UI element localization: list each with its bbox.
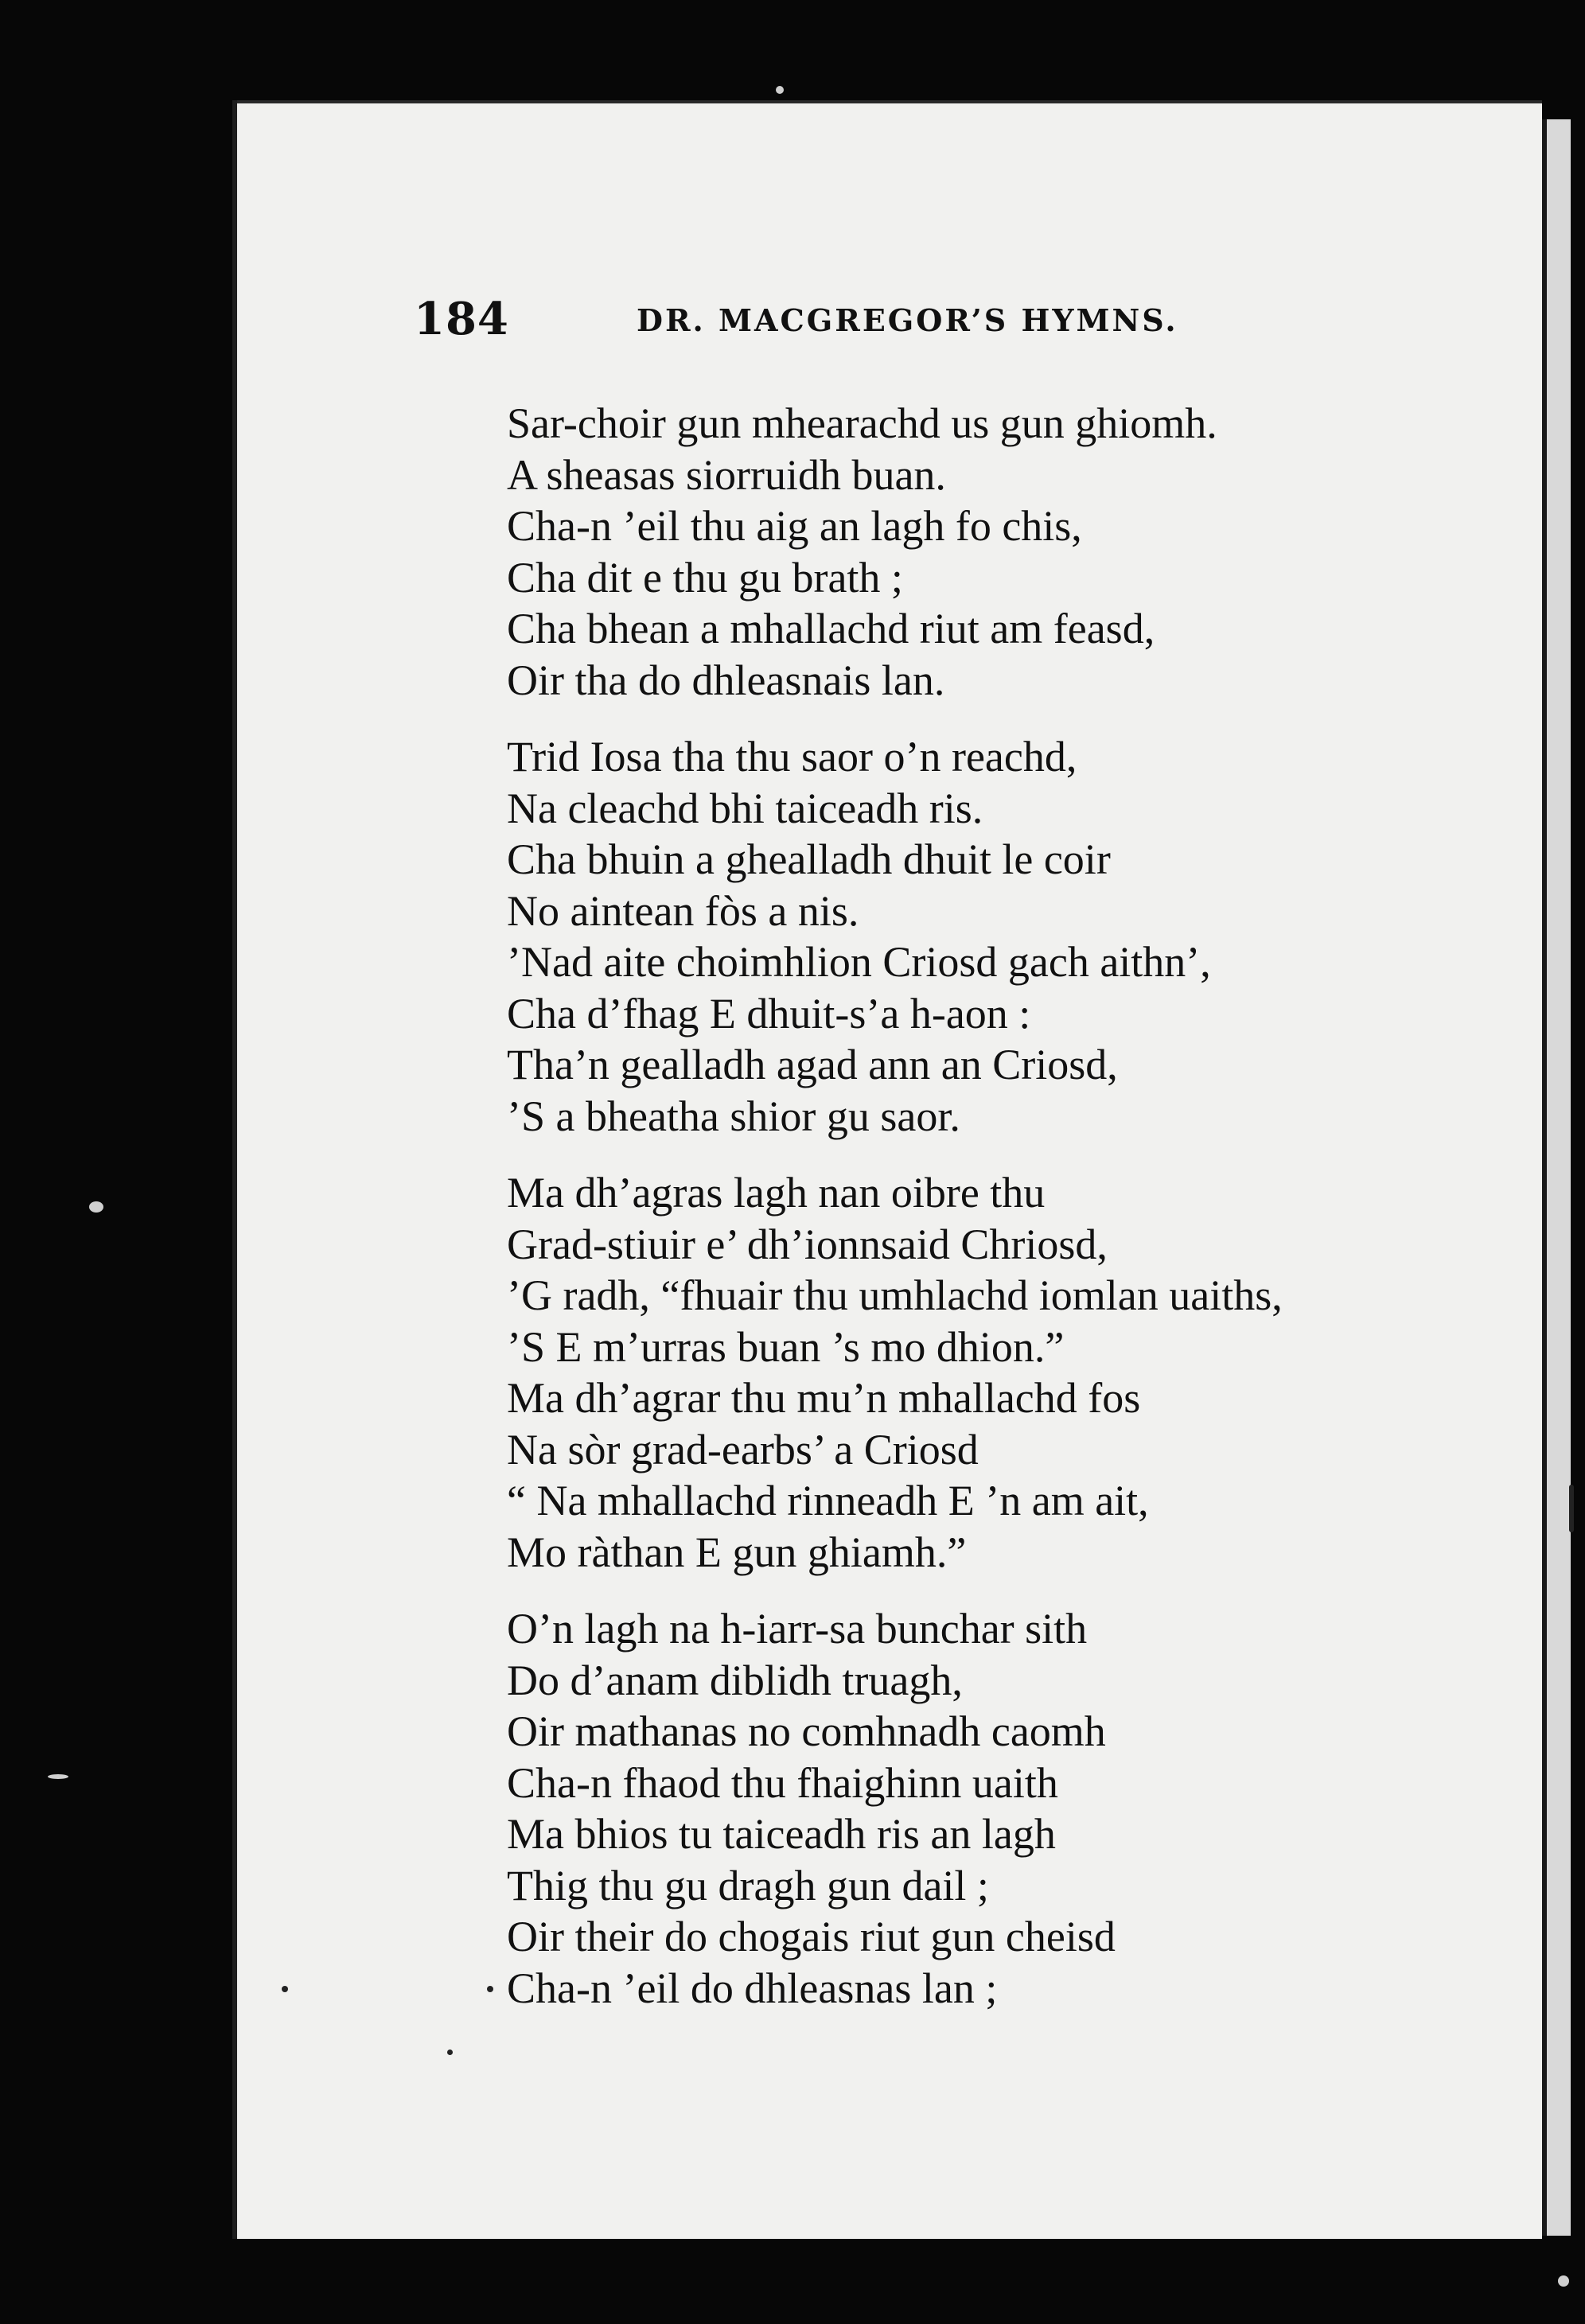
page-number: 184 xyxy=(414,293,509,345)
verse-line: Oir mathanas no comhnadh caomh xyxy=(507,1707,1106,1755)
verse-line: A sheasas siorruidh buan. xyxy=(507,450,946,499)
ink-speck xyxy=(282,1986,288,1992)
verse-line: Na sòr grad-earbs’ a Criosd xyxy=(507,1425,979,1473)
verse-line: ’S a bheatha shior gu saor. xyxy=(507,1092,960,1140)
verse-line: Oir tha do dhleasnais lan. xyxy=(507,656,945,704)
verse-line: “ Na mhallachd rinneadh E ’n am ait, xyxy=(507,1477,1149,1524)
verse-line: Do d’anam diblidh truagh, xyxy=(507,1656,963,1704)
verse-line: ’S E m’urras buan ’s mo dhion.” xyxy=(507,1322,1065,1371)
verse-line: ’Nad aite choimhlion Criosd gach aithn’, xyxy=(507,938,1211,986)
verse-line: Ma bhios tu taiceadh ris an lagh xyxy=(507,1810,1056,1858)
verse-line: Sar-choir gun mhearachd us gun ghiomh. xyxy=(507,399,1217,447)
ink-speck xyxy=(1569,1485,1574,1532)
dust-speck xyxy=(1558,2275,1569,2287)
verse-line: Cha-n ’eil do dhleasnas lan ; xyxy=(507,1964,998,2012)
ink-speck xyxy=(487,1986,493,1992)
hymn-text xyxy=(507,398,1462,2039)
verse-line: Oir their do chogais riut gun cheisd xyxy=(507,1913,1116,1960)
verse-line: Cha-n ’eil thu aig an lagh fo chis, xyxy=(507,502,1082,550)
verse-line: Thig thu gu dragh gun dail ; xyxy=(507,1861,989,1909)
ink-speck xyxy=(447,2050,453,2055)
stanza-2 xyxy=(507,731,1462,1142)
verse-line: Mo ràthan E gun ghiamh.” xyxy=(507,1528,967,1576)
dust-speck xyxy=(48,1774,68,1779)
running-head: DR. MACGREGOR’S HYMNS. xyxy=(637,302,1178,338)
stanza-3 xyxy=(507,1167,1462,1578)
page-header xyxy=(414,293,1209,348)
adjacent-page-edge xyxy=(1542,119,1571,2236)
stanza-4 xyxy=(507,1603,1462,2014)
verse-line: Cha-n fhaod thu fhaighinn uaith xyxy=(507,1758,1058,1807)
verse-line: O’n lagh na h-iarr-sa bunchar sith xyxy=(507,1605,1088,1652)
verse-line: Trid Iosa tha thu saor o’n reachd, xyxy=(507,733,1077,781)
verse-line: Cha bhean a mhallachd riut am feasd, xyxy=(507,605,1155,652)
verse-line: Cha d’fhag E dhuit-s’a h-aon : xyxy=(507,989,1031,1037)
verse-line: Ma dh’agras lagh nan oibre thu xyxy=(507,1169,1046,1216)
verse-line: ’G radh, “fhuair thu umhlachd iomlan uaiths, xyxy=(507,1271,1283,1319)
verse-line: Cha dit e thu gu brath ; xyxy=(507,553,903,601)
verse-line: Na cleachd bhi taiceadh ris. xyxy=(507,784,983,832)
dust-speck xyxy=(89,1201,103,1213)
verse-line: Cha bhuin a ghealladh dhuit le coir xyxy=(507,835,1111,883)
verse-line: Ma dh’agrar thu mu’n mhallachd fos xyxy=(507,1374,1141,1422)
verse-line: Tha’n gealladh agad ann an Criosd, xyxy=(507,1041,1118,1088)
dust-speck xyxy=(776,86,784,94)
stanza-1 xyxy=(507,398,1462,706)
verse-line: No aintean fòs a nis. xyxy=(507,886,859,935)
verse-line: Grad-stiuir e’ dh’ionnsaid Chriosd, xyxy=(507,1220,1108,1268)
